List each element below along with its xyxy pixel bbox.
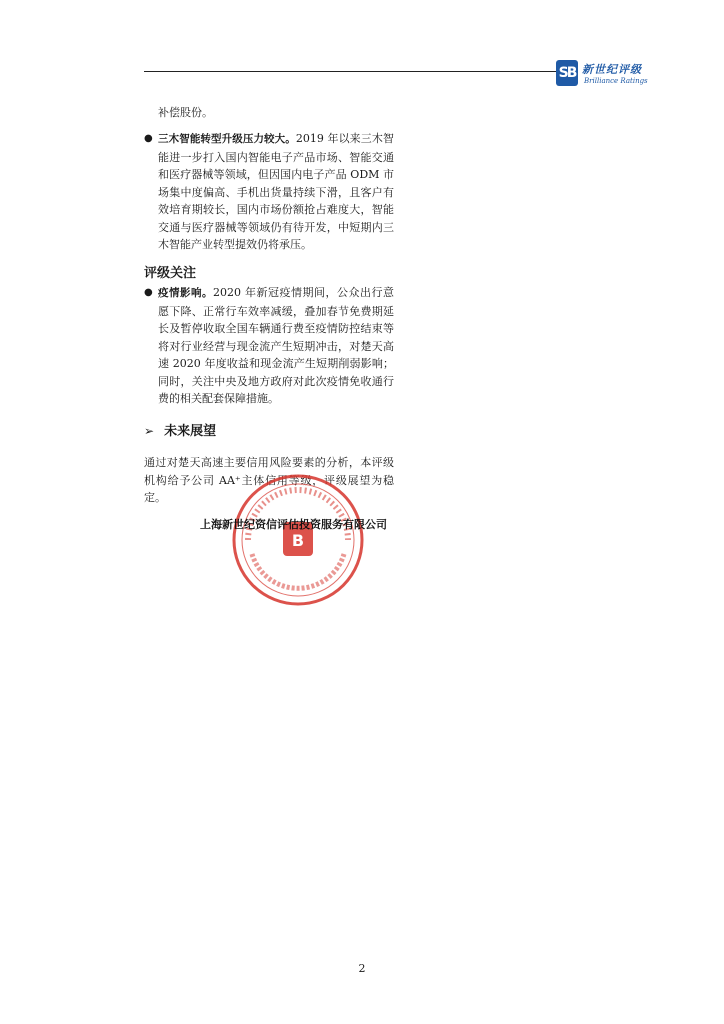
outlook-text: 通过对楚天高速主要信用风险要素的分析，本评级机构给予公司 AA⁺主体信用等级，评级展望为稳定。 xyxy=(144,456,394,504)
section-title-outlook xyxy=(144,420,216,439)
svg-text:B: B xyxy=(291,531,305,550)
bullet-lead: 疫情影响。 xyxy=(158,287,213,299)
continuation-block xyxy=(144,104,394,122)
logo-mark: SB xyxy=(556,60,578,86)
company-seal xyxy=(228,470,368,610)
bullet-icon: ● xyxy=(144,287,153,298)
page-number: 2 xyxy=(358,962,366,975)
bullet-body: 2020 年新冠疫情期间，公众出行意愿下降、正常行车效率减缓，叠加春节免费期延长及暂停收取全国车辆通行费至疫情防控结束等将对行业经营与现金流产生短期冲击，对楚天高速 2020 年度收益和现金流产生短期削弱影响；同时，关注中央及地方政府对此次疫情免收通行费的相关配套保障措施。 xyxy=(158,286,394,405)
logo-name: 新世纪评级 xyxy=(582,63,642,76)
company-signature: 上海新世纪资信评估投资服务有限公司 xyxy=(200,518,387,531)
header-rule xyxy=(144,71,556,72)
bullet-lead: 三木智能转型升级压力较大。 xyxy=(158,133,296,145)
bullet-paragraph xyxy=(158,130,394,254)
logo-subtitle: Brilliance Ratings xyxy=(584,77,648,85)
bullet-item-transformation xyxy=(144,130,394,254)
section-title-text: 未来展望 xyxy=(164,424,217,439)
brand-logo xyxy=(556,58,666,90)
arrow-bullet-icon: ➢ xyxy=(144,424,155,438)
bullet-paragraph xyxy=(158,284,394,408)
bullet-item-epidemic xyxy=(144,284,394,408)
section-title-rating-focus: 评级关注 xyxy=(144,266,197,281)
bullet-body: 2019 年以来三木智能进一步打入国内智能电子产品市场、智能交通和医疗器械等领域，但因国内电子产品 ODM 市场集中度偏高、手机出货量持续下滑，且客户有效培育期较长，国内市场份额抢占难度大，智能交通与医疗器械等领域仍有待开发，中短期内三木智能产业转型提效仍将承压。 xyxy=(158,132,394,251)
continuation-text: 补偿股份。 xyxy=(158,106,213,119)
bullet-icon: ● xyxy=(144,133,153,144)
